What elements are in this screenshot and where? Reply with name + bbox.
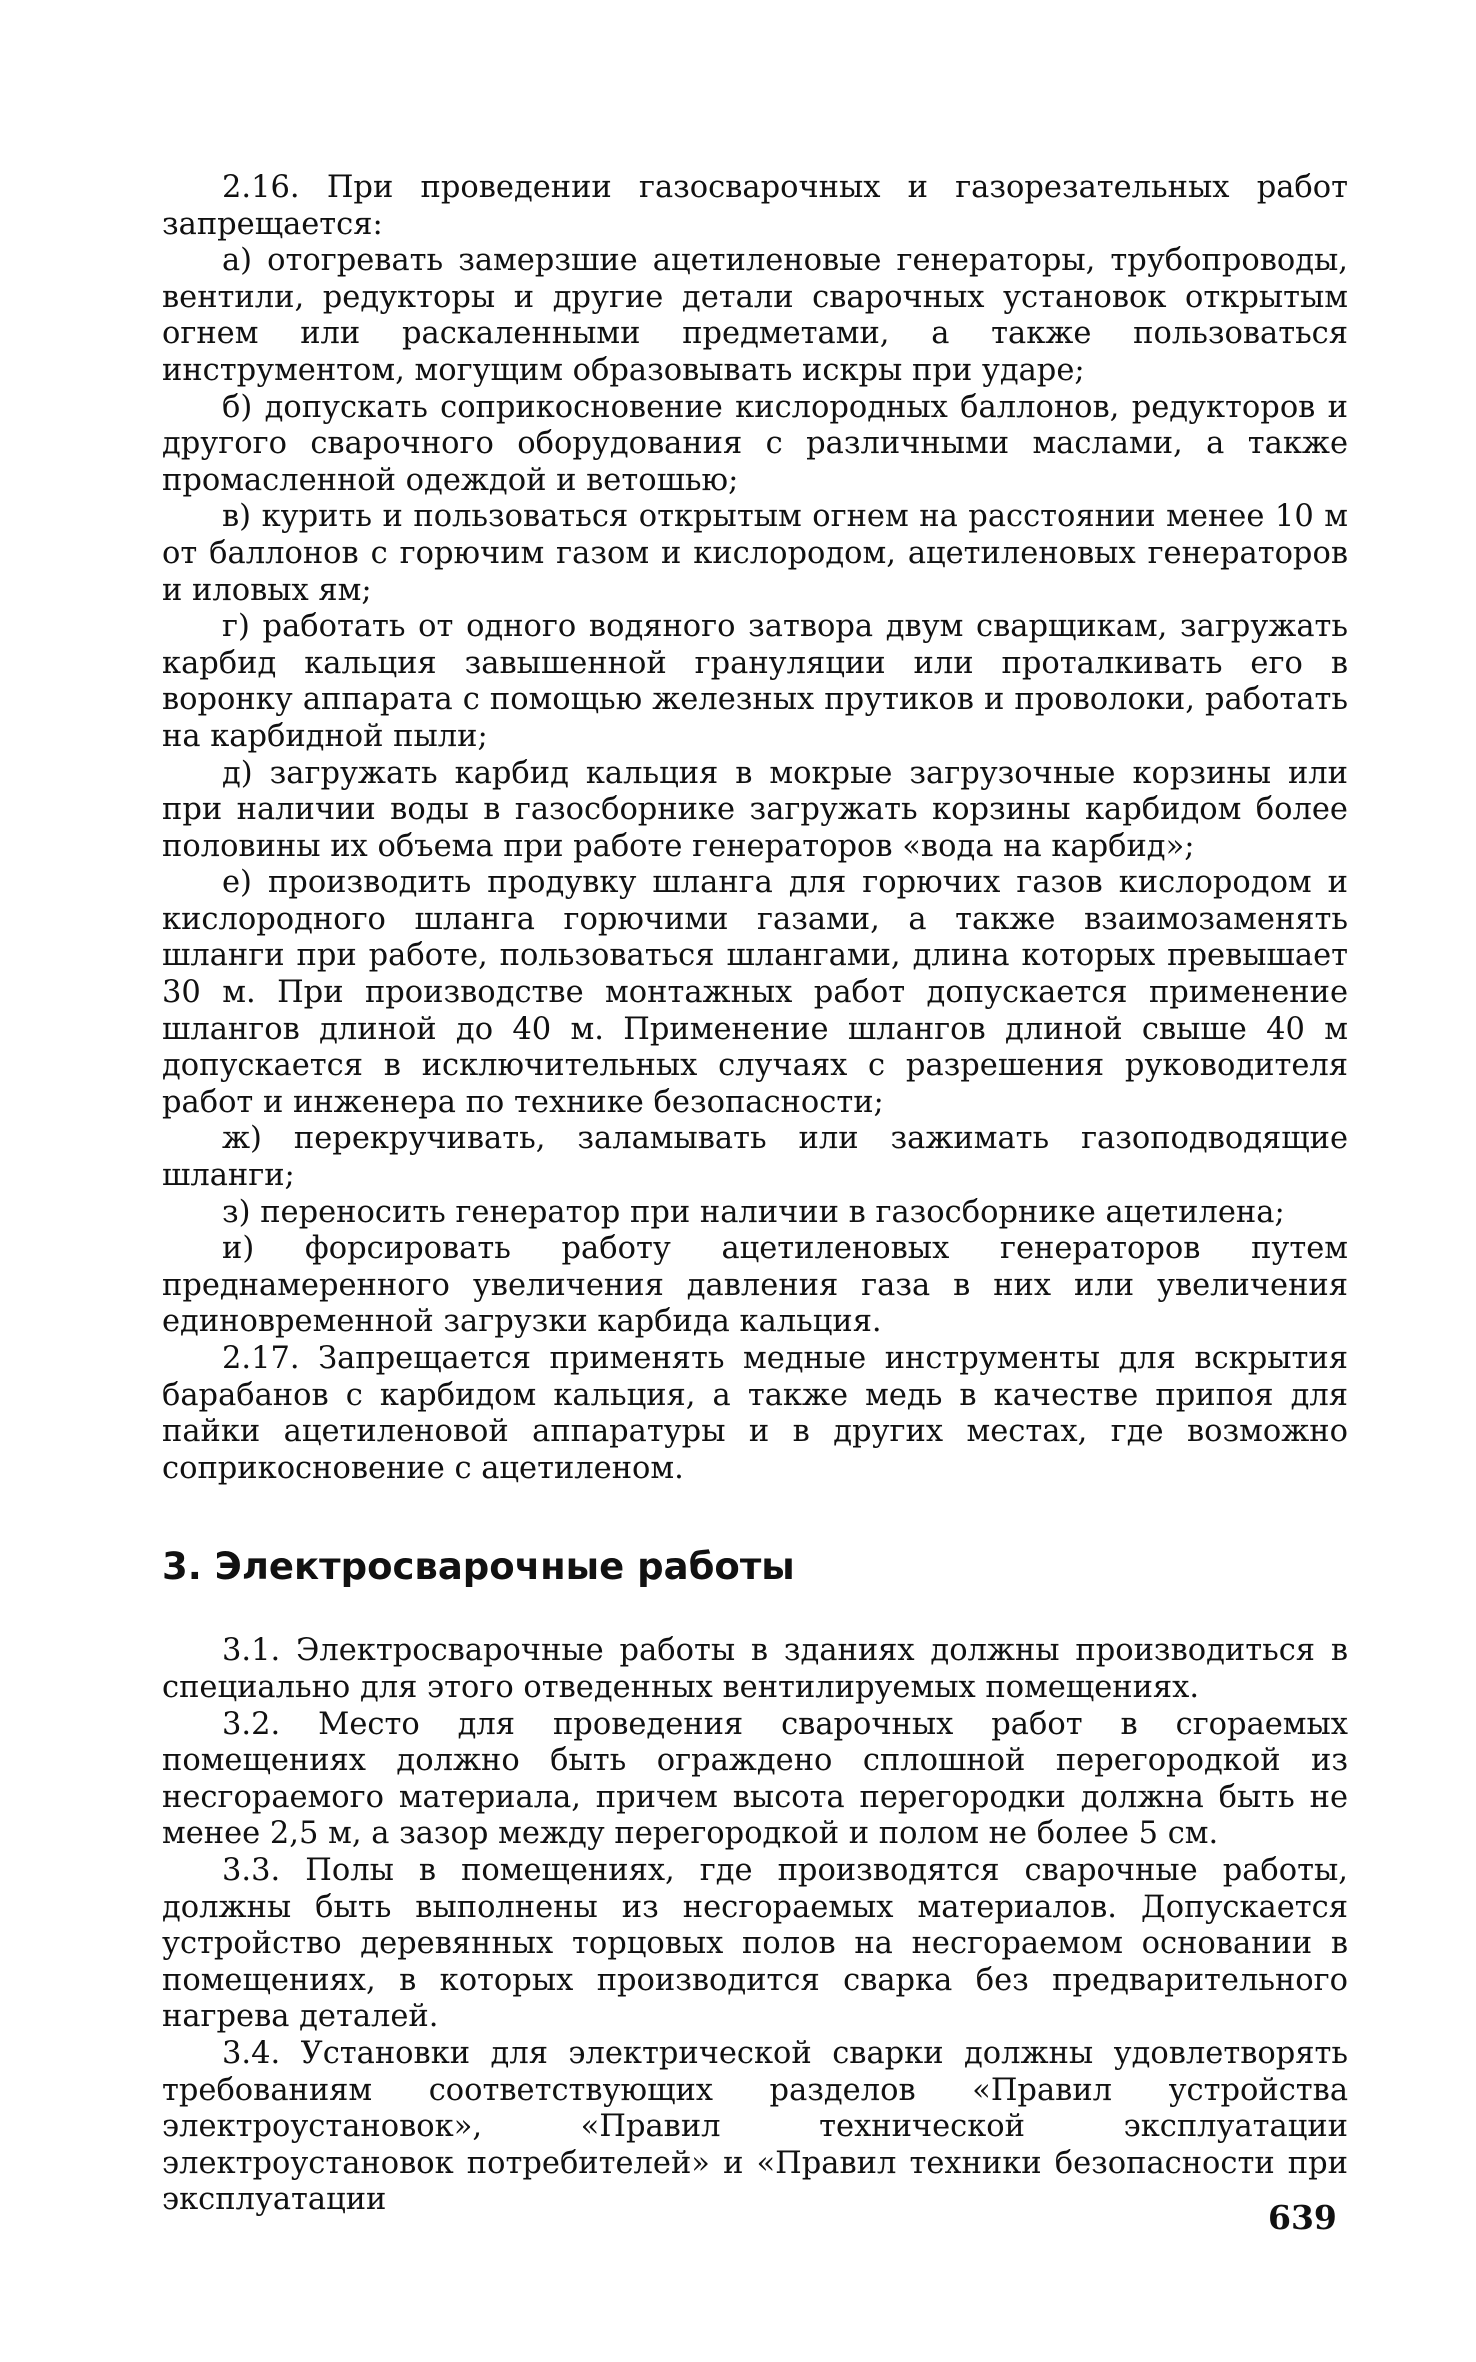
list-item-b: б) допускать соприкосновение кислородных баллонов, редукторов и другого сварочного оборудования с различными маслами, а также промасленной одеждой и ветошью; (162, 389, 1348, 498)
paragraph-3-3: 3.3. Полы в помещениях, где производятся сварочные работы, должны быть выполнены из несгораемых материалов. Допускается устройство деревянных торцовых полов на несгораемом основании в помещениях, в которых производится сварка без предварительного нагрева деталей. (162, 1852, 1348, 2035)
paragraph-3-2: 3.2. Место для проведения сварочных работ в сгораемых помещениях должно быть ограждено сплошной перегородкой из несгораемого материала, причем высота перегородки должна быть не менее 2,5 м, а зазор между перегородкой и полом не более 5 см. (162, 1706, 1348, 1852)
page-number: 639 (1268, 2198, 1337, 2237)
list-item-v: в) курить и пользоваться открытым огнем на расстоянии менее 10 м от баллонов с горючим газом и кислородом, ацетиленовых генераторов и иловых ям; (162, 499, 1348, 608)
section-title: 3. Электросварочные работы (162, 1545, 795, 1589)
list-item-zh: ж) перекручивать, заламывать или зажимать газоподводящие шланги; (162, 1121, 1348, 1194)
paragraph-2-17: 2.17. Запрещается применять медные инструменты для вскрытия барабанов с карбидом кальция, а также медь в качестве припоя для пайки ацетиленовой аппаратуры и в других местах, где возможно соприкосновение с ацетиленом. (162, 1341, 1348, 1486)
paragraph-3-4: 3.4. Установки для электрической сварки должны удовлетворять требованиям соответствующих разделов «Правил устройства электроустановок», «Правил технической эксплуатации электроустановок потребителей» и «Правил техники безопасности при эксплуатации (162, 2035, 1348, 2218)
list-item-d: д) загружать карбид кальция в мокрые загрузочные корзины или при наличии воды в газосборнике загружать корзины карбидом более половины их объема при работе генераторов «вода на карбид»; (162, 755, 1348, 864)
list-item-z: з) переносить генератор при наличии в газосборнике ацетилена; (222, 1194, 1285, 1230)
paragraph-2-16: 2.16. При проведении газосварочных и газорезательных работ запрещается: (162, 170, 1348, 242)
list-item-a: а) отогревать замерзшие ацетиленовые генераторы, трубопроводы, вентили, редукторы и другие детали сварочных установок открытым огнем или раскаленными предметами, а также пользоваться инструментом, могущим образовывать искры при ударе; (162, 243, 1348, 388)
page-body (162, 170, 1348, 2219)
list-item-e: е) производить продувку шланга для горючих газов кислородом и кислородного шланга горючими газами, а также взаимозаменять шланги при работе, пользоваться шлангами, длина которых превышает 30 м. При производстве монтажных работ допускается применение шлангов длиной до 40 м. Применение шлангов длиной свыше 40 м допускается в исключительных случаях с разрешения руководителя работ и инженера по технике безопасности; (162, 865, 1348, 1120)
list-item-i: и) форсировать работу ацетиленовых генераторов путем преднамеренного увеличения давления газа в них или увеличения единовременной загрузки карбида кальция. (162, 1231, 1348, 1340)
paragraph-3-1: 3.1. Электросварочные работы в зданиях должны производиться в специально для этого отведенных вентилируемых помещениях. (162, 1633, 1348, 1705)
list-item-g: г) работать от одного водяного затвора двум сварщикам, загружать карбид кальция завышенной грануляции или проталкивать его в воронку аппарата с помощью железных прутиков и проволоки, работать на карбидной пыли; (162, 609, 1348, 754)
